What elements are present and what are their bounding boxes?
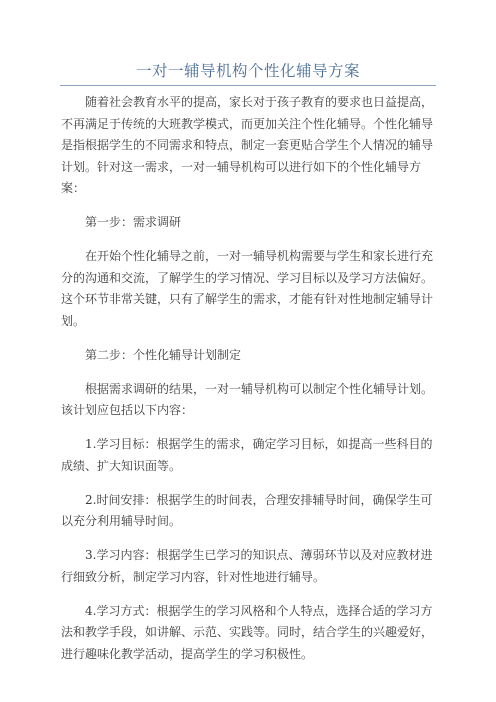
step-1-heading: 第一步：需求调研: [85, 215, 182, 229]
paragraph-step-2: 根据需求调研的结果，一对一辅导机构可以制定个性化辅导计划。该计划应包括以下内容：: [61, 381, 434, 417]
document-title: 一对一辅导机构个性化辅导方案: [135, 62, 360, 80]
list-item-learning-goal: 1.学习目标：根据学生的需求，确定学习目标，如提高一些科目的成绩、扩大知识面等。: [61, 437, 433, 473]
list-item-learning-method: 4.学习方式：根据学生的学习风格和个人特点，选择合适的学习方法和教学手段，如讲解、示范、实践等。同时，结合学生的兴趣爱好，进行趣味化教学活动，提高学生的学习积极性。: [61, 603, 434, 661]
list-item-time-schedule: 2.时间安排：根据学生的时间表，合理安排辅导时间，确保学生可以充分利用辅导时间。: [61, 492, 433, 528]
paragraph-intro: 随着社会教育水平的提高，家长对于孩子教育的要求也日益提高，不再满足于传统的大班教学模式，而更加关注个性化辅导。个性化辅导是指根据学生的不同需求和特点，制定一套更贴合学生个人情况的辅导计划。针对这一需求，一对一辅导机构可以进行如下的个性化辅导方案：: [61, 95, 434, 195]
paragraph-step-1: 在开始个性化辅导之前，一对一辅导机构需要与学生和家长进行充分的沟通和交流，了解学生的学习情况、学习目标以及学习方法偏好。这个环节非常关键，只有了解学生的需求，才能有针对性地制定辅导计划。: [61, 249, 434, 328]
title-underline: [60, 85, 436, 86]
list-item-learning-content: 3.学习内容：根据学生已学习的知识点、薄弱环节以及对应教材进行细致分析，制定学习内容，针对性地进行辅导。: [61, 548, 433, 584]
document-body: [61, 92, 437, 678]
step-2-heading: 第二步：个性化辅导计划制定: [85, 347, 242, 362]
